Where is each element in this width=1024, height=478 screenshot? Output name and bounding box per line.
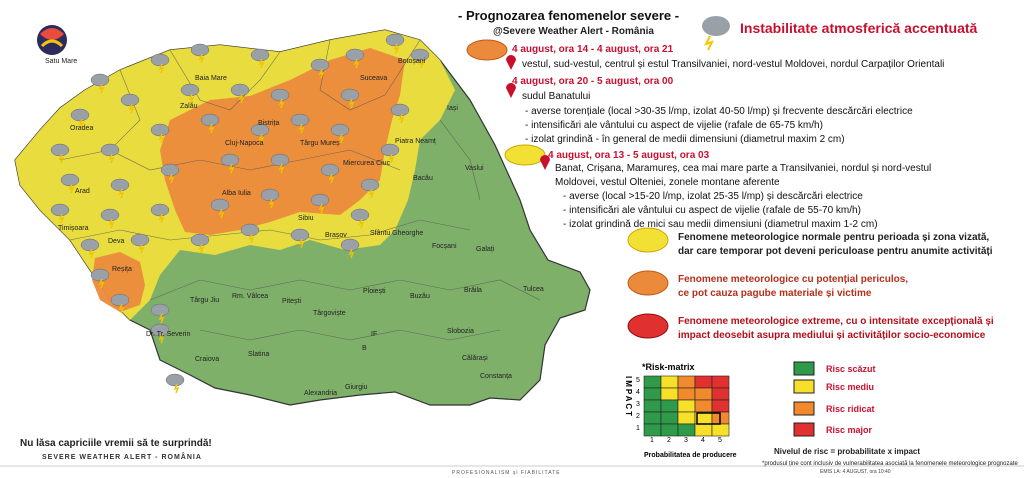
risk-matrix-ytick: 5	[636, 377, 640, 384]
yellow-detail-2: - intensificări ale vântului cu aspect de vijelie (rafale de 55-70 km/h)	[563, 205, 861, 216]
risk-major-swatch	[794, 423, 814, 436]
city-label: Târgu Jiu	[190, 297, 220, 304]
legend-orange-line1: Fenomene meteorologice cu potențial periculos,	[678, 274, 909, 285]
city-label: Brașov	[325, 232, 347, 239]
city-label: Sfântu Gheorghe	[370, 230, 424, 237]
footer-center: PROFESIONALISM și FIABILITATE	[452, 470, 561, 476]
footer-note: *produsul ține cont inclusiv de vulnerabilitatea asociată la fenomenele meteorologice prognozate	[762, 461, 1018, 467]
city-label: Cluj-Napoca	[225, 140, 264, 147]
city-label: Deva	[108, 238, 125, 245]
city-label: Constanța	[480, 373, 512, 380]
city-label: Zalău	[180, 103, 198, 110]
orange-detail-2: - intensificări ale vântului cu aspect de vijelie (rafale de 65-75 km/h)	[525, 120, 823, 131]
risk-matrix-ytick: 4	[636, 389, 640, 396]
city-label: Alba Iulia	[222, 190, 251, 197]
yellow-period-area-cont: Moldovei, vestul Olteniei, zonele montane aferente	[555, 177, 780, 188]
city-label: Satu Mare	[45, 58, 78, 65]
risk-matrix-cell	[678, 424, 695, 436]
risk-matrix-ytick: 1	[636, 425, 640, 432]
city-label: Miercurea Ciuc	[343, 160, 391, 167]
risk-low-swatch	[794, 362, 814, 375]
city-label: Focșani	[432, 243, 457, 250]
orange-period-marker	[467, 40, 507, 60]
risk-matrix-xtick: 1	[650, 437, 654, 444]
risk-high-swatch	[794, 402, 814, 415]
city-label: Giurgiu	[345, 384, 368, 391]
city-label: Slobozia	[447, 328, 474, 335]
footer-emis: EMIS LA: 4 AUGUST, ora 10:40	[820, 469, 891, 475]
footer-slogan: Nu lăsa capriciile vremii să te surprindă!	[20, 438, 212, 449]
storm-cloud-icon	[702, 16, 730, 50]
risk-low-label: Risc scăzut	[826, 364, 876, 374]
legend-yellow-swatch	[628, 228, 668, 252]
risk-matrix-cell	[661, 400, 678, 412]
city-label: B	[362, 345, 367, 352]
risk-matrix-cell	[712, 424, 729, 436]
risk-matrix-cell	[695, 376, 712, 388]
risk-matrix-cell	[661, 412, 678, 424]
city-label: Alexandria	[304, 390, 338, 397]
orange-period-time2: 4 august, ora 20 - 5 august, ora 00	[512, 76, 674, 87]
page-title: - Prognozarea fenomenelor severe -	[458, 8, 680, 23]
city-label: Bistrița	[258, 120, 280, 127]
risk-matrix-cell	[695, 388, 712, 400]
city-label: Timișoara	[58, 225, 89, 232]
risk-matrix-xtick: 5	[718, 437, 722, 444]
orange-period-time: 4 august, ora 14 - 4 august, ora 21	[512, 44, 674, 55]
risk-matrix-cell	[644, 412, 661, 424]
city-label: Bacău	[413, 175, 433, 182]
risk-matrix-cell	[661, 376, 678, 388]
risk-major-label: Risc major	[826, 425, 873, 435]
risk-matrix-title: *Risk-matrix	[642, 362, 695, 372]
city-label: Târgu Mureș	[300, 140, 340, 147]
city-label: Reșița	[112, 266, 132, 273]
city-label: Tulcea	[523, 286, 544, 293]
risk-matrix-cell	[678, 376, 695, 388]
city-label: Baia Mare	[195, 75, 227, 82]
city-label: Ploiești	[363, 288, 386, 295]
orange-period-area2: sudul Banatului	[522, 91, 591, 102]
yellow-detail-1: - averse (local >15-20 l/mp, izolat 25-35 l/mp) și descărcări electrice	[563, 191, 863, 202]
brand-logo	[37, 25, 67, 55]
risk-matrix-ytick: 2	[636, 413, 640, 420]
risk-matrix-cell	[661, 424, 678, 436]
storm-cloud-icon	[166, 374, 184, 393]
risk-matrix-xlabel: Probabilitatea de producere	[644, 452, 737, 459]
city-label: Arad	[75, 188, 90, 195]
city-label: Brăila	[464, 287, 482, 294]
legend-orange-swatch	[628, 271, 668, 295]
risk-matrix-ylabel: IMPACT	[624, 376, 633, 419]
city-label: Rm. Vâlcea	[232, 293, 269, 300]
headline: Instabilitate atmosferică accentuată	[740, 20, 978, 36]
yellow-period-marker	[505, 145, 545, 165]
legend-yellow-line1: Fenomene meteorologice normale pentru perioada și zona vizată,	[678, 232, 990, 243]
risk-matrix-xtick: 4	[701, 437, 705, 444]
yellow-detail-3: - izolat grindină de mici sau medii dimensiuni (diametrul maxim 1-2 cm)	[563, 219, 878, 230]
legend-yellow-line2: dar care temporar pot deveni periculoase pentru anumite activități	[678, 246, 993, 257]
city-label: Pitești	[282, 298, 302, 305]
footer-brand: SEVERE WEATHER ALERT - ROMÂNIA	[42, 454, 202, 461]
risk-matrix-cell	[661, 388, 678, 400]
city-label: Piatra Neamț	[395, 138, 436, 145]
risk-matrix-cell	[644, 376, 661, 388]
risk-medium-swatch	[794, 380, 814, 393]
city-label: Galați	[476, 246, 495, 253]
city-label: Craiova	[195, 356, 220, 363]
city-label: Slatina	[248, 351, 270, 358]
risk-matrix-cell	[678, 388, 695, 400]
yellow-period-time: 4 august, ora 13 - 5 august, ora 03	[548, 150, 710, 161]
legend-orange-line2: ce pot cauza pagube materiale și victime	[678, 288, 872, 299]
yellow-period-area: Banat, Crișana, Maramureș, cea mai mare parte a Transilvaniei, nordul și nord-vestul	[555, 163, 932, 174]
city-label: Călărași	[462, 355, 488, 362]
city-label: Oradea	[70, 125, 94, 132]
city-label: Buzău	[410, 293, 430, 300]
city-label: Dr. Tr. Severin	[146, 331, 191, 338]
risk-matrix-cell	[678, 412, 695, 424]
risk-matrix-cell	[695, 400, 712, 412]
risk-matrix-cell	[712, 388, 729, 400]
page-subtitle: @Severe Weather Alert - România	[493, 26, 654, 37]
legend-red-swatch	[628, 314, 668, 338]
orange-period-area: vestul, sud-vestul, centrul și estul Transilvaniei, nord-vestul Moldovei, nordul Carpaților Orientali	[522, 59, 945, 70]
risk-medium-label: Risc mediu	[826, 382, 875, 392]
legend-red-line2: impact deosebit asupra mediului și activităților socio-economice	[678, 330, 986, 341]
city-label: Vaslui	[465, 165, 484, 172]
location-pin-1	[506, 55, 516, 70]
legend-red-line1: Fenomene meteorologice extreme, cu o intensitate excepțională și	[678, 316, 994, 327]
city-label: Botoșani	[398, 58, 426, 65]
city-label: Iași	[447, 105, 458, 112]
risk-matrix-cell	[695, 424, 712, 436]
orange-detail-1: - averse torențiale (local >30-35 l/mp, izolat 40-50 l/mp) și frecvente descărcări electrice	[525, 106, 913, 117]
risk-matrix-cell	[644, 400, 661, 412]
city-label: IF	[371, 331, 378, 338]
risk-matrix-xtick: 3	[684, 437, 688, 444]
risk-matrix-cell	[644, 424, 661, 436]
risk-matrix-cell	[678, 400, 695, 412]
city-label: Sibiu	[298, 215, 314, 222]
risk-matrix-grid	[644, 376, 729, 436]
risk-matrix-xtick: 2	[667, 437, 671, 444]
risk-high-label: Risc ridicat	[826, 404, 875, 414]
risk-formula: Nivelul de risc = probabilitate x impact	[774, 447, 921, 456]
risk-matrix-ytick: 3	[636, 401, 640, 408]
risk-matrix-cell	[712, 376, 729, 388]
city-label: Târgoviște	[313, 310, 346, 317]
risk-matrix-cell	[712, 400, 729, 412]
risk-matrix-cell	[644, 388, 661, 400]
city-label: Suceava	[360, 75, 388, 82]
orange-detail-3: - izolat grindină - în general de medii dimensiuni (diametrul maxim 2 cm)	[525, 134, 845, 145]
